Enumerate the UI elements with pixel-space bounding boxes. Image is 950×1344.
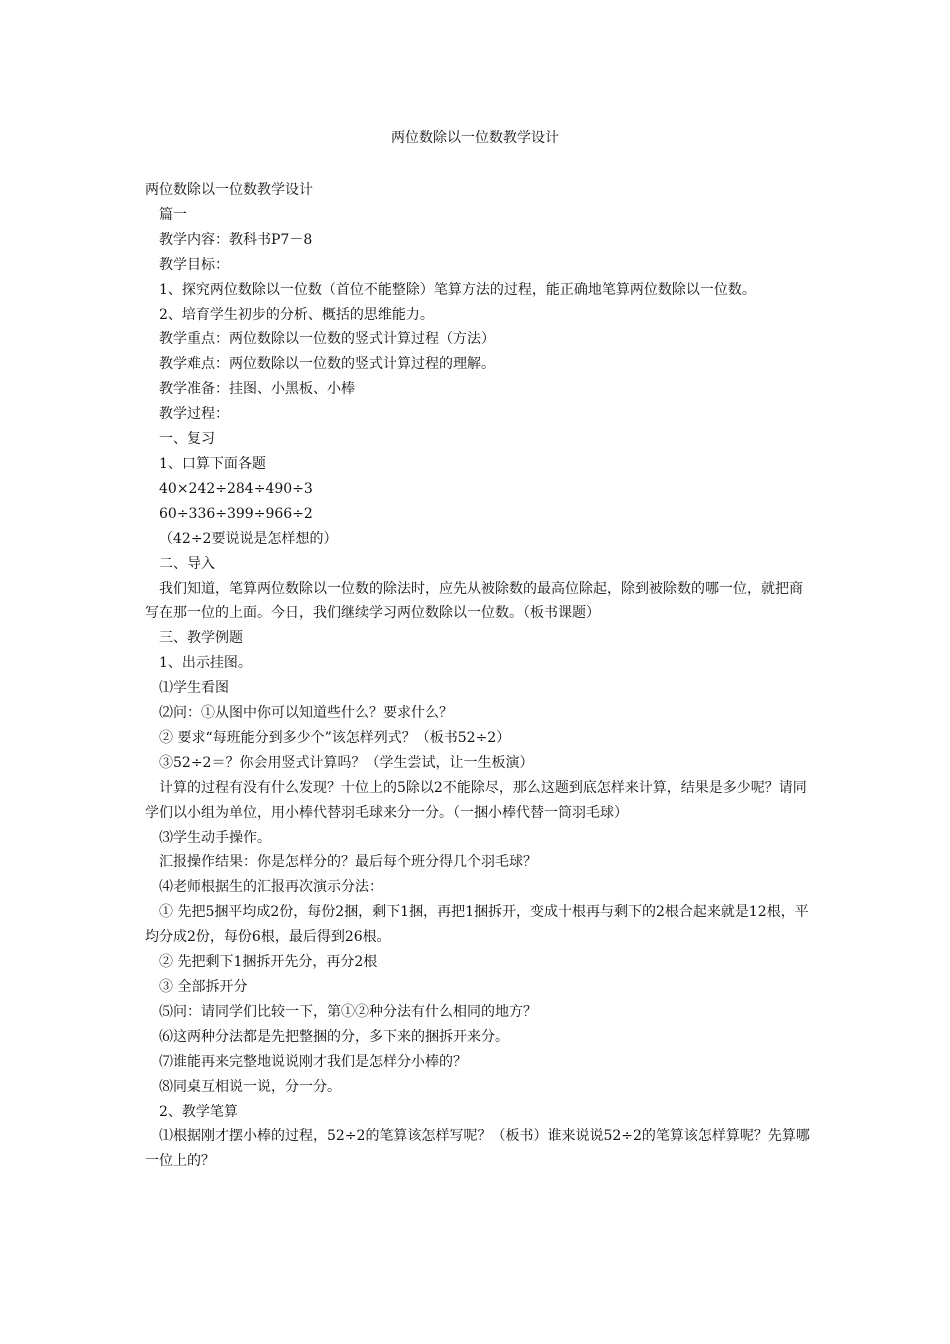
paragraph: 一、复习 bbox=[159, 431, 215, 448]
paragraph: ⑷老师根据生的汇报再次演示分法： bbox=[159, 879, 383, 896]
paragraph: 40×242÷284÷490÷3 bbox=[159, 480, 313, 497]
paragraph: 教学内容：教科书P7－8 bbox=[159, 231, 313, 248]
paragraph: 教学目标： bbox=[159, 256, 229, 273]
paragraph: ③52÷2＝？你会用竖式计算吗？（学生尝试，让一生板演） bbox=[159, 754, 534, 771]
paragraph: 1、出示挂图。 bbox=[159, 655, 252, 672]
paragraph: 60÷336÷399÷966÷2 bbox=[159, 505, 313, 522]
paragraph: ② 要求“每班能分到多少个”该怎样列式？（板书52÷2） bbox=[159, 729, 511, 746]
paragraph: 我们知道，笔算两位数除以一位数的除法时，应先从被除数的最高位除起，除到被除数的哪一位，就把商写在那一位的上面。今日，我们继续学习两位数除以一位数。（板书课题） bbox=[145, 580, 803, 622]
document-body bbox=[145, 178, 810, 1174]
paragraph: 1、口算下面各题 bbox=[159, 455, 266, 472]
paragraph: ⑸问：请同学们比较一下，第①②种分法有什么相同的地方？ bbox=[159, 1003, 537, 1020]
paragraph: 篇一 bbox=[159, 206, 187, 223]
paragraph: 二、导入 bbox=[159, 555, 215, 572]
paragraph: ⑶学生动手操作。 bbox=[159, 829, 271, 846]
paragraph: ① 先把5捆平均成2份，每份2捆，剩下1捆，再把1捆拆开，变成十根再与剩下的2根合起来就是12根，平均分成2份，每份6根，最后得到26根。 bbox=[145, 904, 809, 946]
paragraph: ⑴根据刚才摆小棒的过程，52÷2的笔算该怎样写呢？（板书）谁来说说52÷2的笔算该怎样算呢？先算哪一位上的？ bbox=[145, 1128, 810, 1170]
paragraph: 教学难点：两位数除以一位数的竖式计算过程的理解。 bbox=[159, 356, 495, 373]
paragraph: 两位数除以一位数教学设计 bbox=[145, 182, 313, 198]
paragraph: 计算的过程有没有什么发现？十位上的5除以2不能除尽，那么这题到底怎样来计算，结果是多少呢？请同学们以小组为单位，用小棒代替羽毛球来分一分。（一捆小棒代替一筒羽毛球） bbox=[145, 779, 807, 821]
document-title: 两位数除以一位数教学设计 bbox=[391, 130, 559, 146]
paragraph: 2、教学笔算 bbox=[159, 1103, 238, 1120]
paragraph: ③ 全部拆开分 bbox=[159, 979, 248, 995]
paragraph: ⑹这两种分法都是先把整捆的分，多下来的捆拆开来分。 bbox=[159, 1028, 509, 1045]
paragraph: 教学重点：两位数除以一位数的竖式计算过程（方法） bbox=[159, 331, 495, 348]
paragraph: 2、培育学生初步的分析、概括的思维能力。 bbox=[159, 306, 434, 323]
paragraph: 1、探究两位数除以一位数（首位不能整除）笔算方法的过程，能正确地笔算两位数除以一位数。 bbox=[159, 281, 756, 298]
paragraph: 教学准备：挂图、小黑板、小棒 bbox=[159, 381, 355, 398]
paragraph: ② 先把剩下1捆拆开先分，再分2根 bbox=[159, 954, 378, 971]
paragraph: ⑴学生看图 bbox=[159, 680, 229, 697]
paragraph: ⑻同桌互相说一说，分一分。 bbox=[159, 1078, 341, 1095]
paragraph: 三、教学例题 bbox=[159, 630, 243, 647]
paragraph: 教学过程： bbox=[159, 406, 229, 423]
paragraph: ⑵问：①从图中你可以知道些什么？要求什么？ bbox=[159, 705, 453, 722]
paragraph: 汇报操作结果：你是怎样分的？最后每个班分得几个羽毛球？ bbox=[159, 854, 537, 871]
paragraph: ⑺谁能再来完整地说说刚才我们是怎样分小棒的？ bbox=[159, 1053, 467, 1070]
paragraph: （42÷2要说说是怎样想的） bbox=[159, 530, 338, 547]
